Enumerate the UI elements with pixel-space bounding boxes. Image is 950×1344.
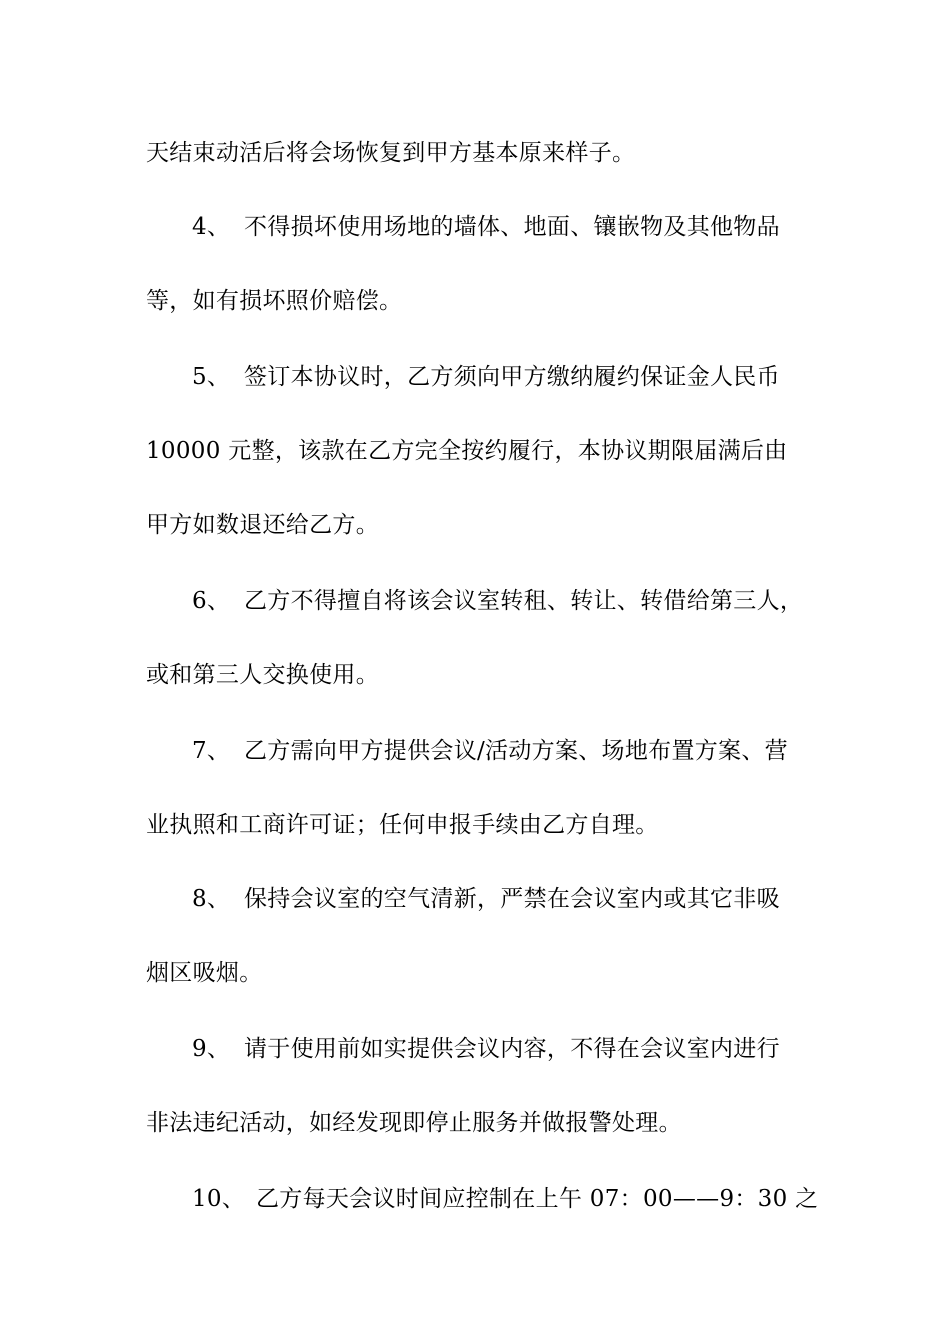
- text-line: [146, 958, 826, 988]
- list-item: [192, 884, 872, 914]
- line-text: 非法违纪活动，如经发现即停止服务并做报警处理。: [146, 1110, 682, 1136]
- text-line: [146, 286, 826, 316]
- line-text: 业执照和工商许可证；任何申报手续由乙方自理。: [146, 812, 659, 838]
- text-line: [146, 1108, 826, 1138]
- line-text: 10000 元整，该款在乙方完全按约履行，本协议期限届满后由: [146, 438, 788, 464]
- item-number: 5、: [192, 364, 231, 390]
- list-item: [192, 736, 872, 766]
- list-item: [192, 362, 872, 392]
- list-item: [192, 1184, 872, 1214]
- text-line: [146, 510, 826, 540]
- line-text: 天结束动活后将会场恢复到甲方基本原来样子。: [146, 140, 636, 166]
- line-text: 或和第三人交换使用。: [146, 662, 379, 688]
- item-number: 7、: [192, 738, 231, 764]
- item-number: 9、: [192, 1036, 231, 1062]
- list-item: [192, 1034, 872, 1064]
- text-line: [146, 810, 826, 840]
- line-text: 乙方不得擅自将该会议室转租、转让、转借给第三人，: [244, 588, 804, 614]
- line-text: 等，如有损坏照价赔偿。: [146, 288, 403, 314]
- list-item: [192, 212, 872, 242]
- text-line: [146, 660, 826, 690]
- line-text: 烟区吸烟。: [146, 960, 263, 986]
- line-text: 保持会议室的空气清新，严禁在会议室内或其它非吸: [244, 886, 780, 912]
- line-text: 请于使用前如实提供会议内容，不得在会议室内进行: [244, 1036, 780, 1062]
- item-number: 8、: [192, 886, 231, 912]
- line-text: 签订本协议时，乙方须向甲方缴纳履约保证金人民币: [244, 364, 780, 390]
- item-number: 6、: [192, 588, 231, 614]
- text-line: [146, 138, 826, 168]
- line-text: 乙方需向甲方提供会议/活动方案、场地布置方案、营: [244, 738, 788, 764]
- list-item: [192, 586, 872, 616]
- line-text: 甲方如数退还给乙方。: [146, 512, 379, 538]
- line-text: 乙方每天会议时间应控制在上午 07：00——9：30 之: [256, 1186, 819, 1212]
- item-number: 10、: [192, 1186, 246, 1212]
- item-number: 4、: [192, 214, 231, 240]
- line-text: 不得损坏使用场地的墙体、地面、镶嵌物及其他物品: [244, 214, 780, 240]
- text-line: [146, 436, 826, 466]
